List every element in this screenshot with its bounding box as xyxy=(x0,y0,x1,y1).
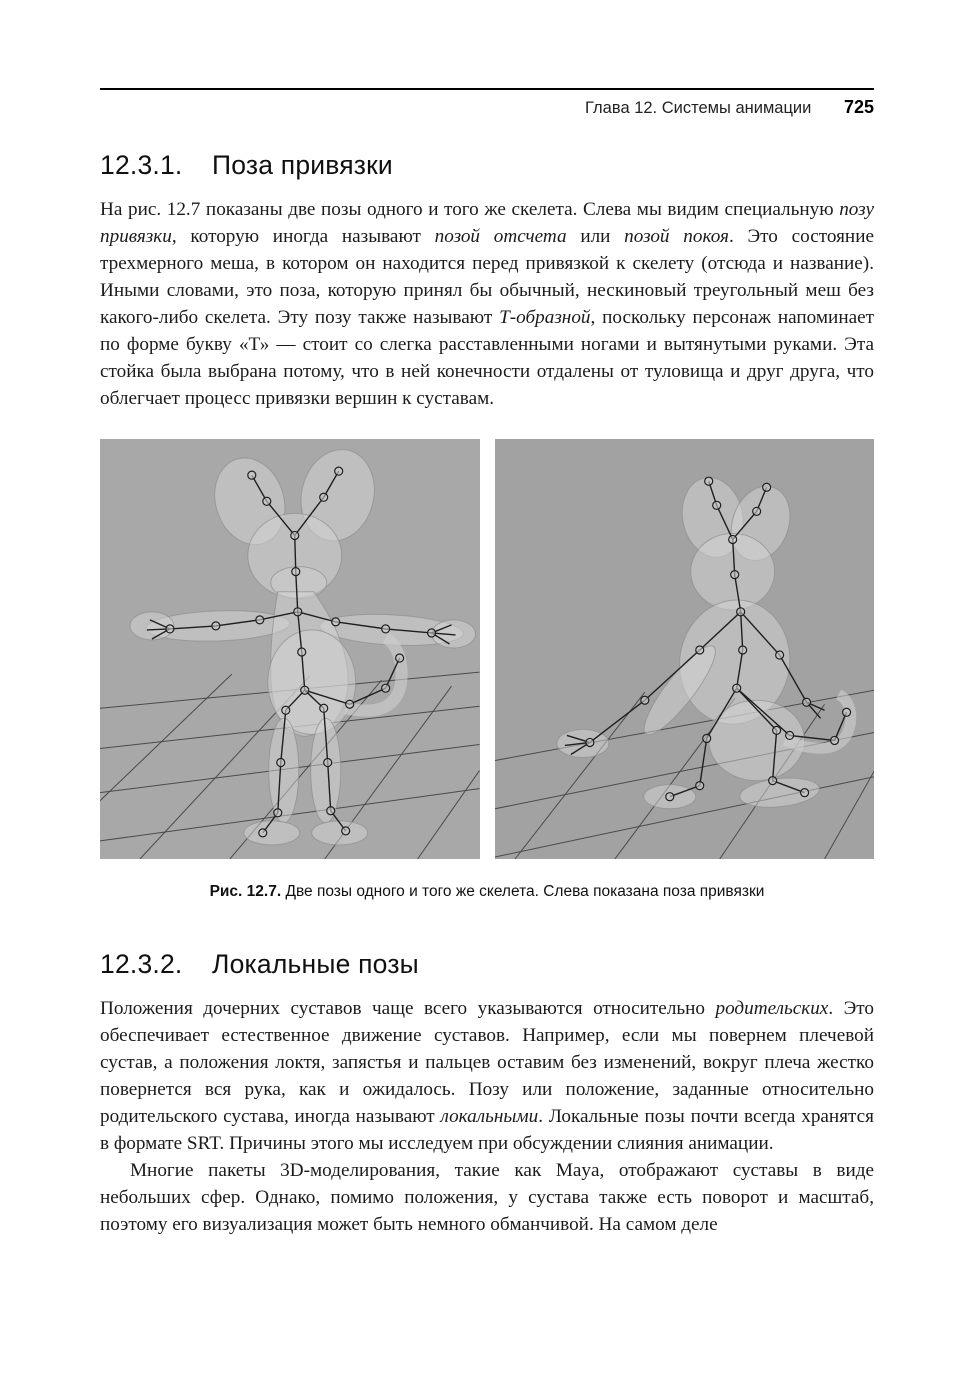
paragraph-local-poses-1: Положения дочерних суставов чаще всего указываются относительно родительских. Это обеспечивает естественное движение суставов. Например, если мы повернем плечевой сустав, а положения локтя, запястья и пальцев оставим без изменений, вокруг плеча жестко повернется вся рука, как и ожидалось. Позу или положение, заданные относительно родительского сустава, иногда называют локальными. Локальные позы почти всегда хранятся в формате SRT. Причины этого мы исследуем при обсуждении слияния анимации. xyxy=(100,997,874,1154)
page-number: 725 xyxy=(843,97,874,117)
figure-caption xyxy=(100,883,874,901)
section-number: 12.3.2. xyxy=(100,948,183,979)
bind-pose-image xyxy=(100,439,480,859)
page-header xyxy=(100,88,874,118)
section-number: 12.3.1. xyxy=(100,150,183,180)
running-title: Глава 12. Системы анимации xyxy=(585,99,812,117)
section-title: Поза привязки xyxy=(212,150,393,180)
paragraph-local-poses-2: Многие пакеты 3D-моделирования, такие как Maya, отображают суставы в виде небольших сфер. Однако, помимо положения, у сустава также есть поворот и масштаб, поэтому его визуализация может быть немного обманчивой. На самом деле xyxy=(100,1159,874,1235)
figure-caption-text: Две позы одного и того же скелета. Слева показана поза привязки xyxy=(285,882,765,900)
section-heading-12-3-2 xyxy=(100,949,874,980)
crouch-pose-image xyxy=(495,439,875,859)
crouch-pose-3d-render-svg xyxy=(495,439,875,859)
figure-12-7 xyxy=(100,439,874,901)
section-heading-12-3-1 xyxy=(100,150,874,181)
paragraph-bind-pose: На рис. 12.7 показаны две позы одного и того же скелета. Слева мы видим специальную позу привязки, которую иногда называют позой отсчета или позой покоя. Это состояние трехмерного меша, в котором он находится перед привязкой к скелету (отсюда и название). Иными словами, это поза, которую принял бы обычный, нескиновый треугольный меш без какого-либо скелета. Эту позу также называют Т-образной, поскольку персонаж напоминает по форме букву «Т» — стоит со слегка расставленными ногами и вытянутыми руками. Эта стойка была выбрана потому, что в ней конечности отдалены от туловища и друг друга, что облегчает процесс привязки вершин к суставам. xyxy=(100,199,875,410)
bind-pose-3d-render-svg xyxy=(100,439,480,859)
figure-panels xyxy=(100,439,874,859)
section-title: Локальные позы xyxy=(212,948,419,979)
figure-caption-label: Рис. 12.7. xyxy=(209,882,282,900)
